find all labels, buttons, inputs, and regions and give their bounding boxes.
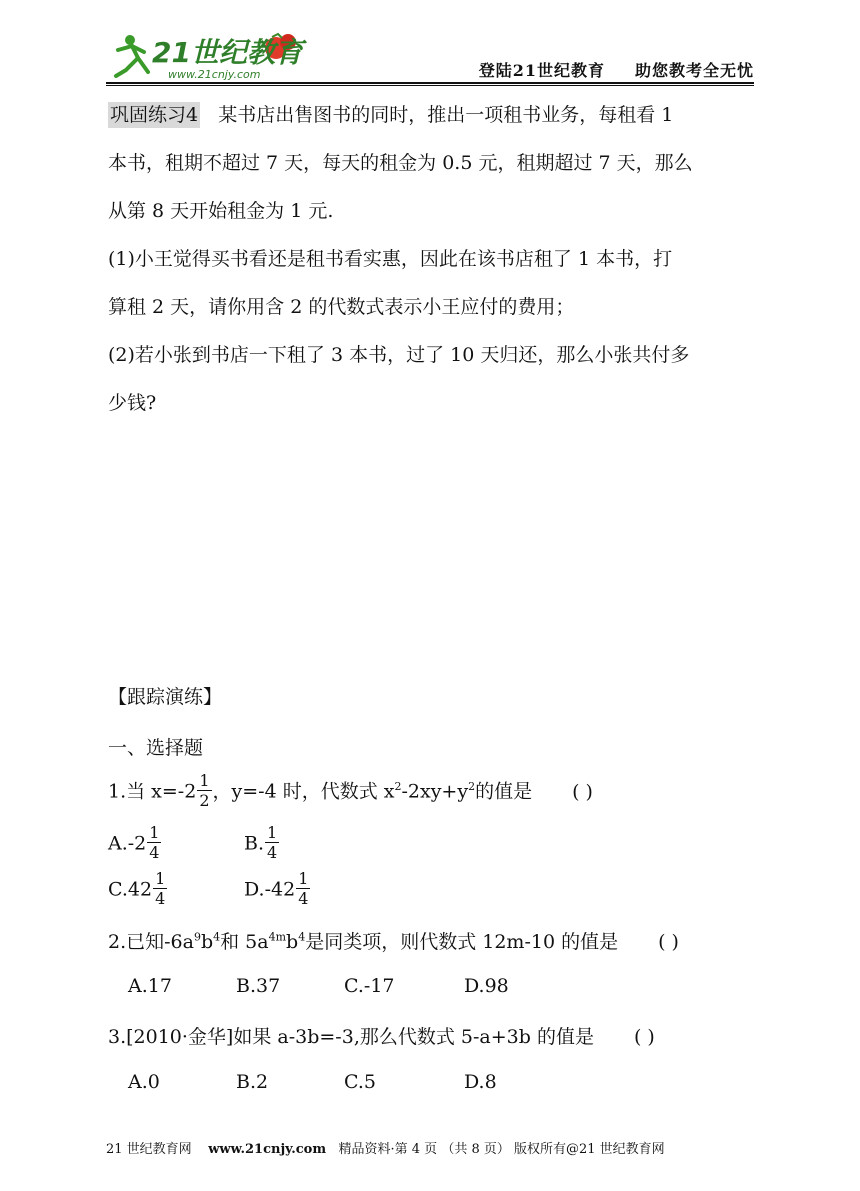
svg-text:www.21cnjy.com: www.21cnjy.com bbox=[168, 68, 261, 81]
answer-paren: ( ) bbox=[633, 1026, 655, 1048]
footer-site: 21 世纪教育网 bbox=[106, 1142, 192, 1157]
q3-option-c: C.5 bbox=[344, 1071, 376, 1093]
footer-info: 精品资料·第 4 页 （共 8 页） 版权所有@21 世纪教育网 bbox=[338, 1142, 665, 1157]
question-1-line-2: 算租 2 天，请你用含 2 的代数式表示小王应付的费用； bbox=[108, 296, 575, 318]
q3-option-d: D.8 bbox=[464, 1071, 497, 1093]
q2-option-b: B.37 bbox=[236, 975, 281, 997]
q2-option-d: D.98 bbox=[464, 975, 509, 997]
header-slogan bbox=[479, 58, 754, 81]
q3-option-a: A.0 bbox=[128, 1071, 160, 1093]
header-divider-thin bbox=[106, 85, 754, 86]
q1-option-d: D.-42 $\frac{1}{4}$ bbox=[244, 869, 309, 908]
question-2-line-2: 少钱? bbox=[108, 392, 157, 414]
question-2-line-1: (2)若小张到书店一下租了 3 本书，过了 10 天归还，那么小张共付多 bbox=[108, 344, 690, 366]
question-1-line-1: (1)小王觉得买书看还是租书看实惠，因此在该书店租了 1 本书，打 bbox=[108, 248, 673, 270]
q3-options bbox=[128, 1071, 497, 1093]
q1-fraction: $\frac{1}{2}$ bbox=[199, 771, 210, 810]
answer-paren: ( ) bbox=[658, 931, 679, 953]
q1-options-row-1 bbox=[108, 825, 280, 864]
q3-option-b: B.2 bbox=[236, 1071, 269, 1093]
q2-option-c: C.-17 bbox=[344, 975, 395, 997]
header-login-text: 登陆21世纪教育 bbox=[478, 61, 605, 80]
logo-text: 21世纪教育 bbox=[152, 36, 303, 69]
header-divider bbox=[106, 82, 754, 84]
header-tagline: 助您教考全无忧 bbox=[634, 61, 754, 80]
q1-text-mid: ，y=-4 时，代数式 x bbox=[212, 780, 395, 803]
section-title: 【跟踪演练】 bbox=[108, 686, 223, 708]
q2-options bbox=[128, 975, 509, 997]
q1-option-a: A.-2 $\frac{1}{4}$ bbox=[108, 823, 160, 862]
exercise-line-3: 从第 8 天开始租金为 1 元. bbox=[108, 200, 334, 222]
logo-graphic bbox=[108, 28, 308, 84]
mc-question-1: 1.当 x=-2 $\frac{1}{2}$ ，y=-4 时，代数式 $x^2-2xy+y^2$的值是 ( ) bbox=[108, 771, 593, 810]
q2-option-a: A.17 bbox=[128, 975, 172, 997]
q1-text-pre: 1.当 x=-2 bbox=[108, 780, 197, 803]
page-footer bbox=[106, 1138, 665, 1157]
exercise-text-1: 某书店出售图书的同时，推出一项租书业务，每租看 1 bbox=[218, 104, 674, 126]
exercise-line-1 bbox=[108, 100, 673, 127]
site-logo bbox=[108, 28, 308, 84]
exercise-line-2: 本书，租期不超过 7 天，每天的租金为 0.5 元，租期超过 7 天，那么 bbox=[108, 152, 693, 174]
footer-url[interactable]: www.21cnjy.com bbox=[208, 1142, 327, 1157]
q1-option-c: C.42 $\frac{1}{4}$ bbox=[108, 869, 166, 908]
q1-options-row-2 bbox=[108, 871, 311, 910]
section-part: 一、选择题 bbox=[108, 737, 204, 759]
mc-question-3: 3.[2010·金华]如果 a-3b=-3,那么代数式 5-a+3b 的值是 ( ) bbox=[108, 1026, 655, 1048]
answer-paren: ( ) bbox=[572, 780, 593, 803]
q1-option-b: B. $\frac{1}{4}$ bbox=[244, 823, 278, 862]
exercise-label: 巩固练习4 bbox=[110, 104, 199, 126]
mc-question-2: 2.已知$-6a^9b^4$和 $5a^{4m}b^4$是同类项，则代数式 12m-10 的值是 ( ) bbox=[108, 930, 679, 953]
